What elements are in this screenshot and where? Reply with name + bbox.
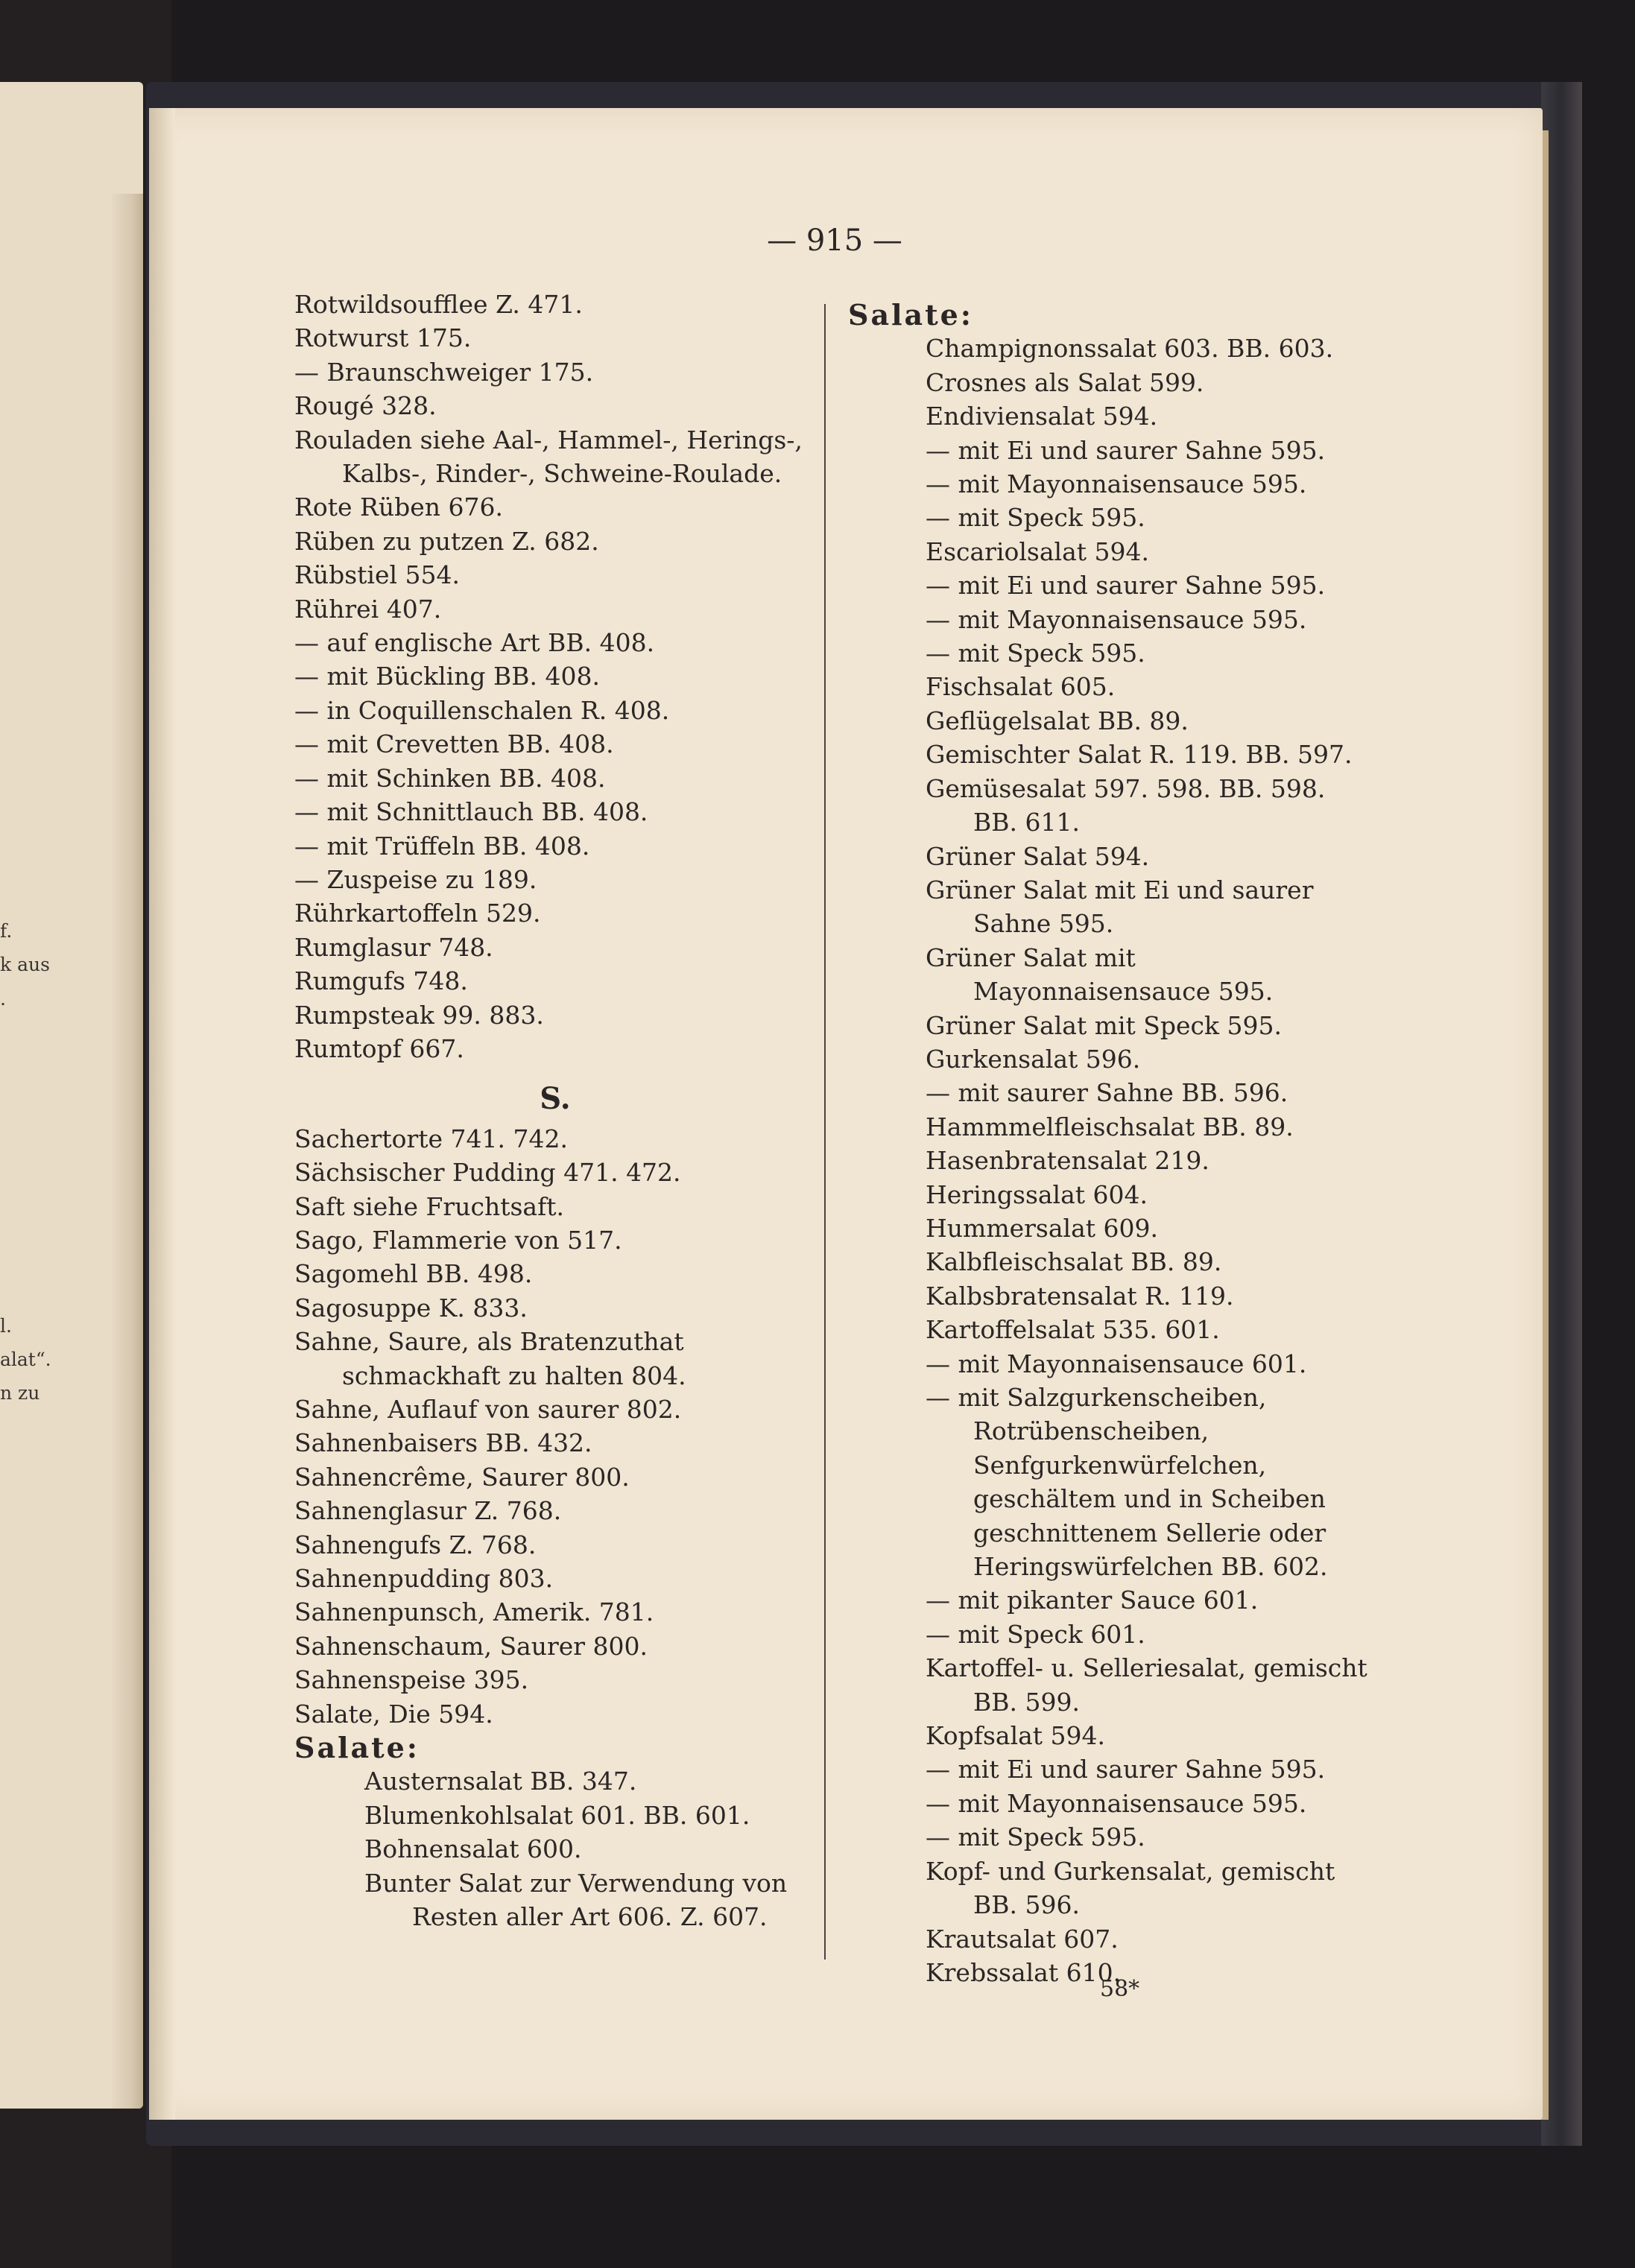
signature-mark: 58* xyxy=(1100,1976,1140,2002)
index-entry: Hammmelfleischsalat BB. 89. xyxy=(926,1112,1294,1141)
salate-heading-right: Salate: xyxy=(848,298,973,332)
index-entry: Sahnenspeise 395. xyxy=(294,1665,529,1695)
index-entry: Rotwildsoufflee Z. 471. xyxy=(294,290,583,319)
index-entry: Kalbfleischsalat BB. 89. xyxy=(926,1247,1222,1277)
index-entry: Rote Rüben 676. xyxy=(294,492,503,522)
index-entry: Rührkartoffeln 529. xyxy=(294,899,541,928)
left-column xyxy=(294,288,816,1934)
index-entry: Sahnenpudding 803. xyxy=(294,1564,554,1594)
index-entry: Escariolsalat 594. xyxy=(926,536,1149,566)
index-entry: — auf englische Art BB. 408. xyxy=(294,628,655,658)
index-entry: Rotwurst 175. xyxy=(294,323,472,353)
index-entry: Kartoffelsalat 535. 601. xyxy=(926,1315,1220,1345)
index-entry: — mit Mayonnaisensauce 601. xyxy=(926,1349,1307,1378)
page-gutter xyxy=(149,108,175,2120)
index-entry: — mit Ei und saurer Sahne 595. xyxy=(926,1755,1326,1784)
index-entry: Rouladen siehe Aal-, Hammel-, Herings-, Kalbs-, Rinder-, Schweine-Roulade. xyxy=(294,425,803,489)
previous-page-fragment: alat“. xyxy=(0,1349,51,1370)
right-column xyxy=(848,298,1370,1989)
index-entry: Grüner Salat mit Speck 595. xyxy=(926,1010,1283,1040)
index-entry: — mit Crevetten BB. 408. xyxy=(294,729,614,759)
index-entry: — mit saurer Sahne BB. 596. xyxy=(926,1078,1288,1108)
index-entry: Kopf- und Gurkensalat, gemischt BB. 596. xyxy=(926,1856,1335,1920)
index-entry: — in Coquillenschalen R. 408. xyxy=(294,695,670,725)
index-entry: Sahnenschaum, Saurer 800. xyxy=(294,1631,648,1661)
index-entry: — mit Speck 595. xyxy=(926,1822,1145,1852)
salate-heading-left: Salate: xyxy=(294,1731,420,1765)
index-entry: — mit Ei und saurer Sahne 595. xyxy=(926,435,1326,465)
index-entry: Gemüsesalat 597. 598. BB. 598. BB. 611. xyxy=(926,773,1326,837)
index-entry: Sächsischer Pudding 471. 472. xyxy=(294,1158,681,1188)
index-entry: Kartoffel- u. Selleriesalat, gemischt BB. 599. xyxy=(926,1653,1367,1717)
index-entry: — mit pikanter Sauce 601. xyxy=(926,1586,1259,1615)
index-entry: Sahnengufs Z. 768. xyxy=(294,1530,537,1559)
index-entry: — mit Mayonnaisensauce 595. xyxy=(926,469,1307,499)
index-entry: Sahne, Auflauf von saurer 802. xyxy=(294,1395,682,1424)
index-entry: Sahnenglasur Z. 768. xyxy=(294,1496,562,1526)
index-entry: — mit Speck 595. xyxy=(926,503,1145,533)
previous-page xyxy=(0,82,143,2109)
index-entry: Bohnensalat 600. xyxy=(364,1834,582,1864)
index-entry: Hasenbratensalat 219. xyxy=(926,1146,1209,1176)
index-entry: Rougé 328. xyxy=(294,391,437,421)
index-entry: Hummersalat 609. xyxy=(926,1213,1158,1243)
index-entry: Bunter Salat zur Verwendung von Resten aller Art 606. Z. 607. xyxy=(364,1868,788,1932)
index-entry: Sago, Flammerie von 517. xyxy=(294,1225,622,1255)
index-entry: — mit Salzgurkenscheiben, Rotrübenscheiben, Senfgurkenwürfelchen, geschältem und in Scheiben geschnittenem Sellerie oder Heringswürfelchen BB. 602. xyxy=(926,1383,1328,1582)
index-entry: Salate, Die 594. xyxy=(294,1699,493,1729)
index-entry: — mit Schnittlauch BB. 408. xyxy=(294,797,648,827)
index-entry: Sachertorte 741. 742. xyxy=(294,1124,568,1153)
index-entry: Saft siehe Fruchtsaft. xyxy=(294,1191,565,1221)
index-entry: Rumgufs 748. xyxy=(294,966,468,996)
index-entry: Rumpsteak 99. 883. xyxy=(294,1000,544,1030)
index-entry: — mit Speck 601. xyxy=(926,1619,1145,1649)
index-entry: Kopfsalat 594. xyxy=(926,1721,1106,1751)
index-entry: Sahnenbaisers BB. 432. xyxy=(294,1428,592,1458)
index-entry: Sagomehl BB. 498. xyxy=(294,1259,533,1289)
index-entry: Sahne, Saure, als Bratenzuthat schmackhaft zu halten 804. xyxy=(294,1327,686,1390)
column-divider xyxy=(824,304,826,1960)
index-entry: — mit Speck 595. xyxy=(926,639,1145,668)
index-entry: Blumenkohlsalat 601. BB. 601. xyxy=(364,1800,750,1830)
previous-page-edge xyxy=(112,194,143,2109)
index-entry: Endiviensalat 594. xyxy=(926,402,1158,431)
index-entry: Rumglasur 748. xyxy=(294,932,493,962)
index-entry: — mit Ei und saurer Sahne 595. xyxy=(926,571,1326,601)
index-entry: Grüner Salat mit Ei und saurer Sahne 595. xyxy=(926,875,1314,939)
index-entry: Kalbsbratensalat R. 119. xyxy=(926,1281,1234,1311)
index-entry: Fischsalat 605. xyxy=(926,672,1116,702)
index-entry: Sahnenpunsch, Amerik. 781. xyxy=(294,1597,654,1627)
page-number: — 915 — xyxy=(767,224,902,258)
previous-page-fragment: l. xyxy=(0,1315,12,1337)
index-entry: Austernsalat BB. 347. xyxy=(364,1767,637,1796)
index-entry: — mit Schinken BB. 408. xyxy=(294,763,606,793)
index-entry: — mit Mayonnaisensauce 595. xyxy=(926,1788,1307,1818)
index-entry: — Zuspeise zu 189. xyxy=(294,864,537,894)
index-entry: Rübstiel 554. xyxy=(294,560,461,590)
index-entry: Gurkensalat 596. xyxy=(926,1044,1141,1074)
index-entry: — mit Mayonnaisensauce 595. xyxy=(926,604,1307,634)
index-entry: — mit Trüffeln BB. 408. xyxy=(294,831,590,861)
index-entry: Rüben zu putzen Z. 682. xyxy=(294,526,599,556)
previous-page-fragment: k aus xyxy=(0,954,50,975)
index-entry: Gemischter Salat R. 119. BB. 597. xyxy=(926,740,1353,770)
index-entry: — mit Bückling BB. 408. xyxy=(294,662,601,691)
index-entry: Sahnencrême, Saurer 800. xyxy=(294,1462,630,1492)
previous-page-fragment: . xyxy=(0,988,6,1010)
index-entry: Sagosuppe K. 833. xyxy=(294,1293,528,1323)
index-entry: Rührei 407. xyxy=(294,594,442,624)
index-entry: Rumtopf 667. xyxy=(294,1033,464,1063)
index-entry: Grüner Salat 594. xyxy=(926,841,1150,871)
previous-page-fragment: f. xyxy=(0,920,13,942)
previous-page-fragment: n zu xyxy=(0,1382,40,1404)
index-entry: Crosnes als Salat 599. xyxy=(926,367,1204,397)
section-heading-s: S. xyxy=(540,1081,571,1117)
index-entry: Krautsalat 607. xyxy=(926,1924,1119,1954)
index-entry: Krebssalat 610. xyxy=(926,1957,1122,1987)
index-entry: Grüner Salat mit Mayonnaisensauce 595. xyxy=(926,943,1274,1007)
index-entry: Geflügelsalat BB. 89. xyxy=(926,706,1189,735)
index-entry: Heringssalat 604. xyxy=(926,1179,1148,1209)
index-entry: Champignonssalat 603. BB. 603. xyxy=(926,334,1334,364)
index-entry: — Braunschweiger 175. xyxy=(294,357,594,387)
